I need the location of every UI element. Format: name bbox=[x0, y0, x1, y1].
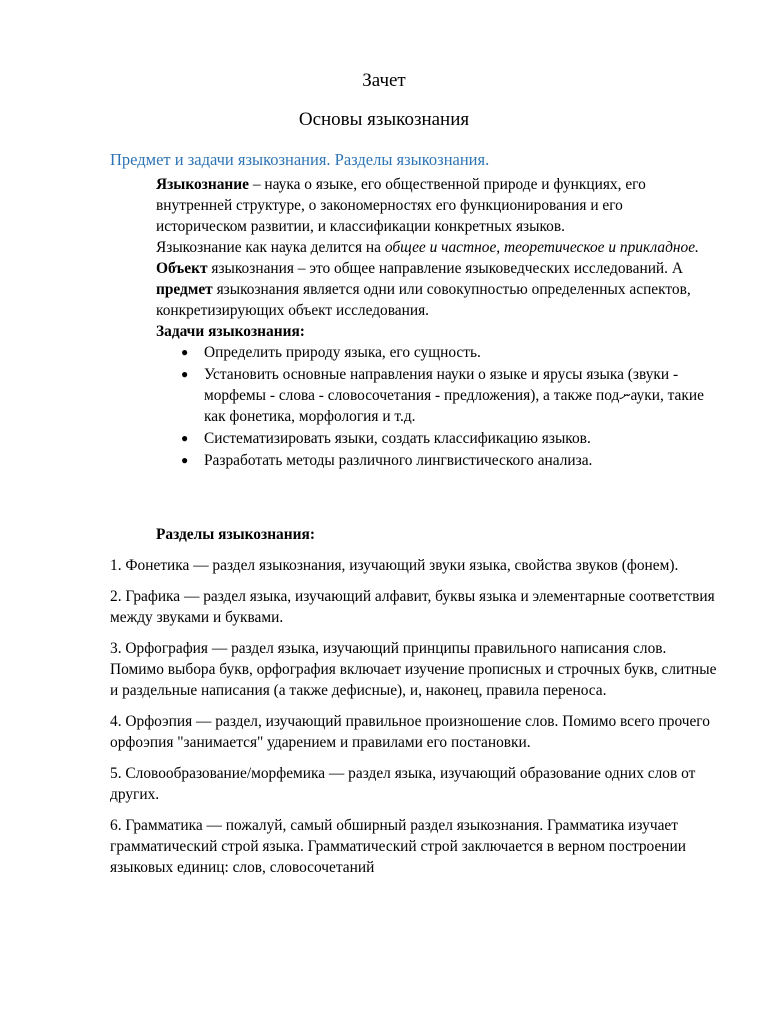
tasks-heading bbox=[156, 321, 716, 342]
section-heading: Предмет и задачи языкознания. Разделы языкознания. bbox=[110, 150, 490, 169]
bullet-icon: ● bbox=[181, 453, 189, 467]
list-item: 2. Графика — раздел языка, изучающий алфавит, буквы языка и элементарные соответствия между звуками и буквами. bbox=[110, 588, 715, 626]
list-item-text: Систематизировать языки, создать классификацию языков. bbox=[204, 430, 591, 447]
list-item: 5. Словообразование/морфемика — раздел языка, изучающий образование одних слов от других. bbox=[110, 765, 696, 803]
sections-list bbox=[110, 555, 720, 888]
list-item: 1. Фонетика — раздел языкознания, изучающий звуки языка, свойства звуков (фонем). bbox=[110, 557, 679, 574]
object-text-2: языкознания является одни или совокупностью определенных аспектов, конкретизирующих объект исследования. bbox=[156, 281, 691, 319]
definition-block bbox=[156, 174, 716, 472]
bullet-icon: ● bbox=[181, 367, 189, 381]
tasks-list bbox=[156, 342, 716, 471]
object-term: Объект bbox=[156, 260, 208, 277]
definition-text: – наука о языке, его общественной природе и функциях, его внутренней структуре, о закономерностях его функционирования и его историческом развитии, и классификации конкретных языков. bbox=[156, 176, 646, 235]
list-item bbox=[156, 364, 716, 427]
list-item-text: Установить основные направления науки о языке и ярусы языка (звуки - морфемы - слова - словосочетания - предложения), а также подނауки, такие как фонетика, морфология и т.д. bbox=[204, 366, 704, 425]
object-paragraph bbox=[156, 258, 716, 321]
definition-term: Языкознание bbox=[156, 176, 249, 193]
definition-paragraph bbox=[156, 174, 716, 237]
list-item bbox=[156, 450, 716, 471]
tasks-heading-text: Задачи языкознания: bbox=[156, 323, 305, 340]
object-text-1: языкознания – это общее направление языковедческих исследований. А bbox=[207, 260, 683, 277]
list-item: 6. Грамматика — пожалуй, самый обширный раздел языкознания. Грамматика изучает грамматический строй языка. Грамматический строй заключается в верном построении языковых единиц: слов, словосочетаний bbox=[110, 817, 686, 876]
bullet-icon: ● bbox=[181, 345, 189, 359]
division-prefix: Языкознание как наука делится на bbox=[156, 239, 385, 256]
sections-heading: Разделы языкознания: bbox=[156, 526, 315, 543]
list-item bbox=[156, 342, 716, 363]
list-item-text: Определить природу языка, его сущность. bbox=[204, 344, 481, 361]
list-item: 4. Орфоэпия — раздел, изучающий правильное произношение слов. Помимо всего прочего орфоэпия "занимается" ударением и правилами его постановки. bbox=[110, 713, 710, 751]
division-italic: общее и частное, теоретическое и прикладное. bbox=[384, 239, 699, 256]
bullet-icon: ● bbox=[181, 431, 189, 445]
document-subtitle: Основы языкознания bbox=[298, 109, 470, 130]
division-paragraph bbox=[156, 237, 716, 258]
subject-term: предмет bbox=[156, 281, 213, 298]
list-item bbox=[156, 428, 716, 449]
list-item-text: Разработать методы различного лингвистического анализа. bbox=[204, 452, 593, 469]
list-item: 3. Орфография — раздел языка, изучающий принципы правильного написания слов. Помимо выбора букв, орфография включает изучение прописных и строчных букв, слитные и раздельные написания (а также дефисные), и, наконец, правила переноса. bbox=[110, 640, 717, 699]
document-title: Зачет bbox=[362, 70, 406, 91]
